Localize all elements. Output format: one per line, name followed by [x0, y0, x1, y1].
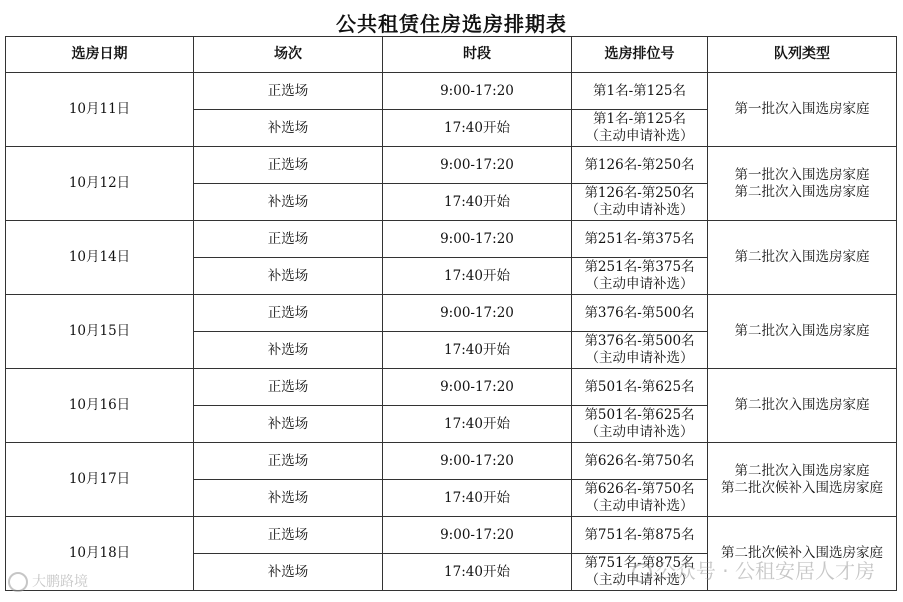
session-type-cell: 正选场 [194, 221, 383, 258]
rank-note: （主动申请补选） [585, 498, 694, 514]
rank-range: 第1名-第125名 [593, 111, 686, 127]
queue-type-cell [708, 295, 897, 369]
time-slot-cell: 9:00-17:20 [383, 295, 572, 332]
header-session: 场次 [194, 37, 383, 73]
date-cell: 10月11日 [6, 73, 194, 147]
header-date: 选房日期 [6, 37, 194, 73]
table-row [6, 221, 897, 258]
rank-range: 第376名-第500名 [584, 304, 695, 321]
time-slot-cell: 17:40开始 [383, 406, 572, 443]
rank-note: （主动申请补选） [585, 128, 694, 144]
table-row [6, 517, 897, 554]
table-row [6, 147, 897, 184]
queue-type-line: 第一批次入围选房家庭 [734, 166, 870, 183]
date-cell: 10月17日 [6, 443, 194, 517]
table-row [6, 295, 897, 332]
page-title: 公共租赁住房选房排期表 [336, 12, 567, 36]
rank-range: 第126名-第250名 [584, 185, 695, 201]
rank-cell [572, 110, 708, 147]
session-type-cell: 补选场 [194, 480, 383, 517]
rank-range: 第626名-第750名 [584, 452, 695, 469]
time-slot-cell: 9:00-17:20 [383, 221, 572, 258]
rank-cell [572, 369, 708, 406]
rank-range: 第751名-第875名 [584, 526, 695, 543]
session-type-cell: 补选场 [194, 110, 383, 147]
queue-type-line: 第二批次入围选房家庭 [734, 183, 870, 200]
rank-note: （主动申请补选） [585, 424, 694, 440]
session-type-cell: 正选场 [194, 147, 383, 184]
queue-type-line: 第二批次候补入围选房家庭 [721, 479, 883, 496]
header-time: 时段 [383, 37, 572, 73]
table-body [6, 73, 897, 591]
session-type-cell: 正选场 [194, 517, 383, 554]
date-cell: 10月14日 [6, 221, 194, 295]
schedule-table [5, 36, 897, 591]
rank-range: 第751名-第875名 [584, 555, 695, 571]
rank-note: （主动申请补选） [585, 202, 694, 218]
rank-cell [572, 295, 708, 332]
time-slot-cell: 9:00-17:20 [383, 147, 572, 184]
header-queue: 队列类型 [708, 37, 897, 73]
session-type-cell: 正选场 [194, 73, 383, 110]
rank-cell [572, 332, 708, 369]
rank-note: （主动申请补选） [585, 276, 694, 292]
queue-type-cell [708, 369, 897, 443]
rank-cell [572, 147, 708, 184]
rank-cell [572, 406, 708, 443]
rank-cell [572, 480, 708, 517]
queue-type-cell [708, 221, 897, 295]
rank-range: 第626名-第750名 [584, 481, 695, 497]
time-slot-cell: 17:40开始 [383, 554, 572, 591]
rank-note: （主动申请补选） [585, 350, 694, 366]
rank-cell [572, 221, 708, 258]
table-row [6, 369, 897, 406]
time-slot-cell: 17:40开始 [383, 258, 572, 295]
rank-range: 第251名-第375名 [584, 259, 695, 275]
session-type-cell: 补选场 [194, 332, 383, 369]
session-type-cell: 正选场 [194, 295, 383, 332]
time-slot-cell: 17:40开始 [383, 332, 572, 369]
rank-cell [572, 554, 708, 591]
session-type-cell: 补选场 [194, 184, 383, 221]
time-slot-cell: 9:00-17:20 [383, 369, 572, 406]
rank-note: （主动申请补选） [585, 572, 694, 588]
queue-type-line: 第二批次候补入围选房家庭 [721, 545, 883, 561]
queue-type-line: 第二批次入围选房家庭 [734, 397, 870, 413]
rank-range: 第1名-第125名 [593, 82, 686, 99]
rank-cell [572, 73, 708, 110]
rank-range: 第501名-第625名 [584, 407, 695, 423]
date-cell: 10月15日 [6, 295, 194, 369]
queue-type-cell [708, 73, 897, 147]
rank-range: 第376名-第500名 [584, 333, 695, 349]
watermark-right: 公众号 · 公租安居人才房 [632, 555, 875, 584]
table-row [6, 73, 897, 110]
header-rank: 选房排位号 [572, 37, 708, 73]
rank-range: 第501名-第625名 [584, 378, 695, 395]
session-type-cell: 补选场 [194, 554, 383, 591]
rank-cell [572, 184, 708, 221]
time-slot-cell: 17:40开始 [383, 110, 572, 147]
queue-type-line: 第二批次入围选房家庭 [734, 249, 870, 265]
queue-type-line: 第二批次入围选房家庭 [734, 323, 870, 339]
time-slot-cell: 17:40开始 [383, 184, 572, 221]
watermark-left: 大鹏路境 [8, 571, 88, 592]
session-type-cell: 补选场 [194, 406, 383, 443]
time-slot-cell: 9:00-17:20 [383, 73, 572, 110]
header-row [6, 37, 897, 73]
queue-type-cell [708, 443, 897, 517]
time-slot-cell: 17:40开始 [383, 480, 572, 517]
queue-type-line: 第一批次入围选房家庭 [734, 101, 870, 117]
time-slot-cell: 9:00-17:20 [383, 443, 572, 480]
date-cell: 10月12日 [6, 147, 194, 221]
date-cell: 10月18日 [6, 517, 194, 591]
queue-type-line: 第二批次入围选房家庭 [734, 462, 870, 479]
rank-range: 第251名-第375名 [584, 230, 695, 247]
session-type-cell: 补选场 [194, 258, 383, 295]
rank-cell [572, 443, 708, 480]
rank-range: 第126名-第250名 [584, 156, 695, 173]
rank-cell [572, 258, 708, 295]
queue-type-cell [708, 517, 897, 591]
time-slot-cell: 9:00-17:20 [383, 517, 572, 554]
date-cell: 10月16日 [6, 369, 194, 443]
queue-type-cell [708, 147, 897, 221]
rank-cell [572, 517, 708, 554]
session-type-cell: 正选场 [194, 369, 383, 406]
session-type-cell: 正选场 [194, 443, 383, 480]
table-row [6, 443, 897, 480]
